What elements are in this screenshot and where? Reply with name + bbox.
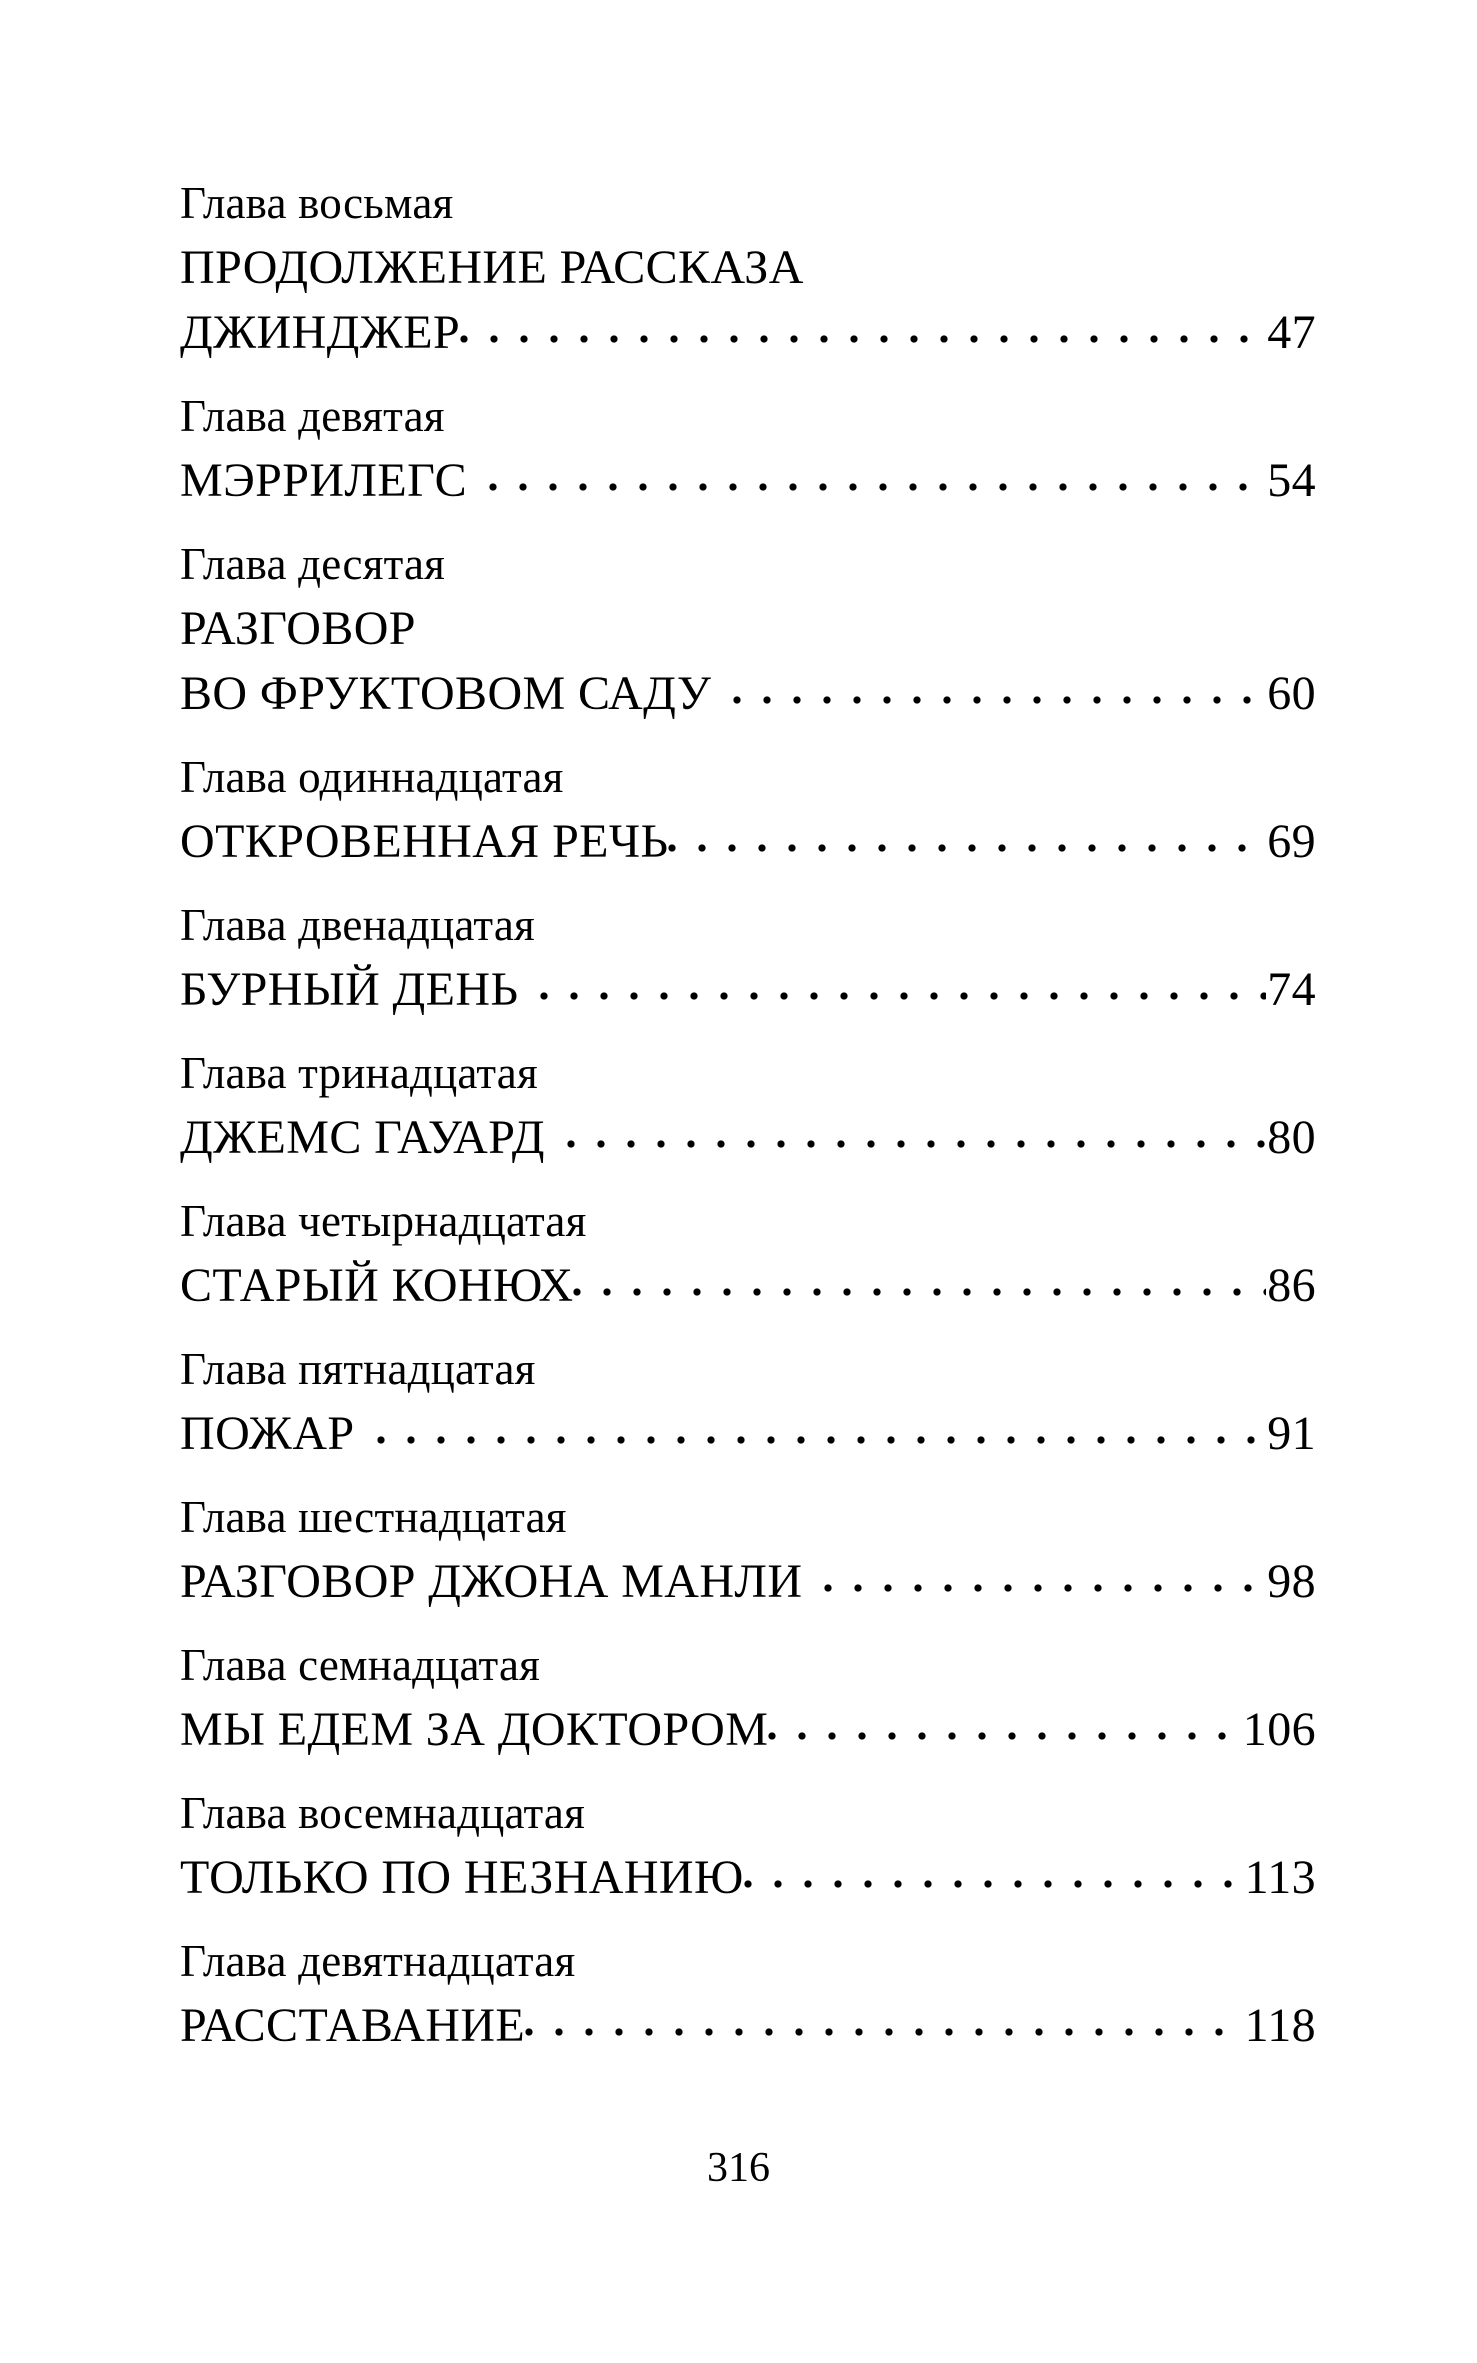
toc-title-row xyxy=(180,809,1316,874)
toc-chapter-label: Глава девятнадцатая xyxy=(180,1936,576,1986)
toc-entry[interactable] xyxy=(180,1930,1316,2058)
toc-entry[interactable] xyxy=(180,1338,1316,1466)
toc-page-number: 47 xyxy=(1267,306,1316,359)
toc-chapter-label: Глава восьмая xyxy=(180,178,454,228)
toc-title-row xyxy=(180,957,1316,1022)
toc-page-number: 80 xyxy=(1267,1111,1316,1164)
toc-entry[interactable] xyxy=(180,1042,1316,1170)
dot-leader xyxy=(525,1993,1243,2041)
toc-page-number: 98 xyxy=(1267,1555,1316,1608)
toc-page-number: 86 xyxy=(1267,1259,1316,1312)
toc-chapter-label: Глава девятая xyxy=(180,391,445,441)
table-of-contents-list xyxy=(180,172,1316,2078)
dot-leader xyxy=(573,1253,1266,1301)
toc-entry[interactable] xyxy=(180,385,1316,513)
toc-title-row xyxy=(180,1253,1316,1318)
toc-chapter-label: Глава одиннадцатая xyxy=(180,752,564,802)
toc-title-row xyxy=(180,448,1316,513)
dot-leader xyxy=(668,809,1266,857)
dot-leader xyxy=(540,957,1266,1005)
toc-title-row xyxy=(180,1401,1316,1466)
toc-title: ПОЖАР xyxy=(180,1407,355,1460)
dot-leader xyxy=(824,1549,1266,1597)
toc-page-number: 54 xyxy=(1267,454,1316,507)
toc-entry[interactable] xyxy=(180,1782,1316,1910)
toc-page-number: 91 xyxy=(1267,1407,1316,1460)
toc-entry[interactable] xyxy=(180,1190,1316,1318)
toc-entry[interactable] xyxy=(180,1486,1316,1614)
toc-page-number: 74 xyxy=(1267,963,1316,1016)
toc-chapter-label: Глава четырнадцатая xyxy=(180,1196,587,1246)
dot-leader xyxy=(733,661,1266,709)
toc-page-number: 113 xyxy=(1244,1851,1316,1904)
dot-leader xyxy=(460,300,1266,348)
toc-entry[interactable] xyxy=(180,894,1316,1022)
dot-leader xyxy=(377,1401,1267,1449)
toc-chapter-label: Глава восемнадцатая xyxy=(180,1788,585,1838)
toc-chapter-label: Глава тринадцатая xyxy=(180,1048,538,1098)
toc-page-number: 69 xyxy=(1267,815,1316,868)
dot-leader xyxy=(768,1697,1241,1745)
toc-entry[interactable] xyxy=(180,1634,1316,1762)
dot-leader xyxy=(744,1845,1244,1893)
toc-page-number: 60 xyxy=(1267,667,1316,720)
toc-title-line: РАЗГОВОР xyxy=(180,602,416,655)
toc-title-row xyxy=(180,1697,1316,1762)
toc-title: МЭРРИЛЕГС xyxy=(180,454,468,507)
toc-chapter-label: Глава шестнадцатая xyxy=(180,1492,567,1542)
toc-chapter-label: Глава семнадцатая xyxy=(180,1640,541,1690)
dot-leader xyxy=(567,1105,1266,1153)
toc-title: ТОЛЬКО ПО НЕЗНАНИЮ xyxy=(180,1851,744,1904)
toc-title: СТАРЫЙ КОНЮХ xyxy=(180,1259,574,1312)
toc-title-row xyxy=(180,1845,1316,1910)
toc-title-row xyxy=(180,1549,1316,1614)
toc-title-row xyxy=(180,661,1316,726)
toc-page-number: 106 xyxy=(1242,1703,1316,1756)
toc-title-line: ПРОДОЛЖЕНИЕ РАССКАЗА xyxy=(180,241,804,294)
toc-title-row xyxy=(180,1993,1316,2058)
toc-title: ДЖИНДЖЕР xyxy=(180,306,461,359)
toc-title-row xyxy=(180,1105,1316,1170)
toc-title: РАССТАВАНИЕ xyxy=(180,1999,526,2052)
page-folio: 316 xyxy=(707,2145,770,2191)
toc-chapter-label: Глава пятнадцатая xyxy=(180,1344,536,1394)
toc-chapter-label: Глава десятая xyxy=(180,539,446,589)
toc-title: ДЖЕМС ГАУАРД xyxy=(180,1111,545,1164)
toc-entry[interactable] xyxy=(180,172,1316,365)
toc-title: ВО ФРУКТОВОМ САДУ xyxy=(180,667,712,720)
toc-page-number: 118 xyxy=(1244,1999,1316,2052)
toc-chapter-label: Глава двенадцатая xyxy=(180,900,535,950)
toc-title: РАЗГОВОР ДЖОНА МАНЛИ xyxy=(180,1555,803,1608)
toc-entry[interactable] xyxy=(180,746,1316,874)
toc-title: ОТКРОВЕННАЯ РЕЧЬ xyxy=(180,815,669,868)
toc-title-row xyxy=(180,300,1316,365)
toc-title: БУРНЫЙ ДЕНЬ xyxy=(180,963,519,1016)
toc-title: МЫ ЕДЕМ ЗА ДОКТОРОМ xyxy=(180,1703,769,1756)
dot-leader xyxy=(489,448,1266,496)
toc-entry[interactable] xyxy=(180,533,1316,726)
